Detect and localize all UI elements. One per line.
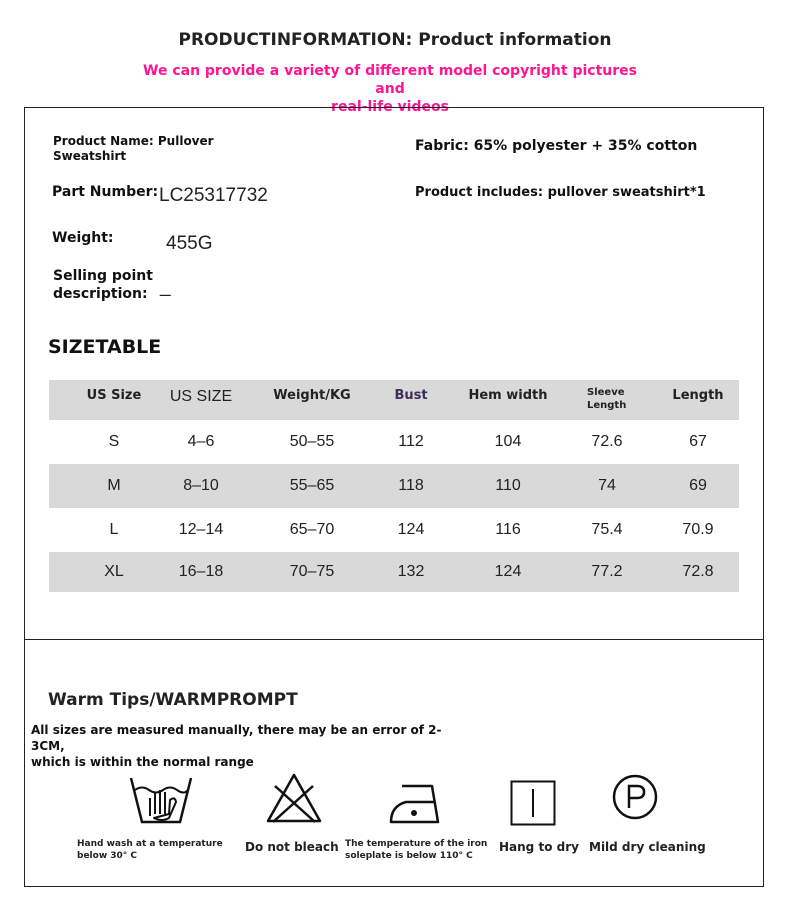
iron-line-1: The temperature of the iron — [345, 839, 488, 849]
warm-tips-title: Warm Tips/WARMPROMPT — [48, 690, 298, 710]
hand-wash-line-1: Hand wash at a temperature — [77, 839, 223, 849]
selling-point-value: _ — [160, 276, 171, 297]
header-hem-width: Hem width — [468, 388, 548, 403]
header-sleeve-line-1: Sleeve — [587, 387, 625, 398]
subtitle-line-1: We can provide a variety of different model copyright pictures and — [143, 63, 637, 97]
subtitle-line-2: real-life videos — [331, 99, 449, 115]
cell-us-size: S — [108, 433, 120, 450]
cell-us-size-numeric: 16–18 — [178, 563, 224, 580]
header-sleeve-line-2: Length — [587, 400, 627, 411]
header-bust: Bust — [394, 388, 428, 403]
cell-weight: 55–65 — [289, 477, 335, 494]
table-row — [49, 420, 739, 464]
cell-hem-width: 124 — [494, 563, 522, 580]
cell-us-size: M — [107, 477, 121, 494]
hand-wash-icon — [128, 772, 194, 828]
warm-tips-text — [31, 722, 471, 770]
fabric-info: Fabric: 65% polyester + 35% cotton — [415, 138, 698, 154]
cell-us-size-numeric: 8–10 — [183, 477, 219, 494]
cell-weight: 70–75 — [289, 563, 335, 580]
header-us-size-numeric: US SIZE — [169, 388, 233, 405]
hand-wash-line-2: below 30° C — [77, 851, 138, 861]
dry-clean-icon — [612, 774, 658, 820]
no-bleach-icon — [265, 772, 323, 824]
iron-caption — [345, 838, 487, 862]
cell-hem-width: 110 — [495, 477, 521, 494]
part-number-label: Part Number: — [52, 184, 159, 200]
product-name-line-2: Sweatshirt — [53, 149, 127, 163]
size-table — [49, 380, 739, 592]
selling-point-label — [53, 267, 153, 303]
hang-dry-caption: Hang to dry — [499, 840, 579, 854]
product-name-label — [53, 134, 214, 164]
table-row — [49, 508, 739, 552]
cell-us-size-numeric: 12–14 — [178, 521, 224, 538]
cell-sleeve-length: 72.6 — [591, 433, 623, 450]
table-row — [49, 552, 739, 592]
selling-label-line-1: Selling point — [53, 268, 153, 284]
cell-weight: 50–55 — [289, 433, 335, 450]
warm-text-line-1: All sizes are measured manually, there may be an error of 2-3CM, — [31, 723, 442, 753]
section-divider — [24, 639, 764, 640]
selling-label-line-2: description: — [53, 286, 148, 302]
cell-length: 70.9 — [682, 521, 714, 538]
cell-bust: 112 — [398, 433, 424, 450]
cell-hem-width: 104 — [494, 433, 522, 450]
header-weight: Weight/KG — [273, 388, 351, 403]
iron-line-2: soleplate is below 110° C — [345, 851, 473, 861]
dry-clean-caption: Mild dry cleaning — [589, 840, 706, 854]
cell-bust: 118 — [398, 477, 424, 494]
cell-weight: 65–70 — [289, 521, 335, 538]
cell-us-size: L — [109, 521, 119, 538]
cell-bust: 132 — [397, 563, 425, 580]
cell-length: 69 — [689, 477, 707, 494]
weight-label: Weight: — [52, 230, 114, 246]
cell-sleeve-length: 77.2 — [591, 563, 623, 580]
cell-length: 67 — [689, 433, 707, 450]
cell-length: 72.8 — [682, 563, 714, 580]
cell-hem-width: 116 — [495, 521, 521, 538]
page-title: PRODUCTINFORMATION: Product information — [178, 30, 612, 50]
table-header-row — [49, 380, 739, 420]
warm-text-line-2: which is within the normal range — [31, 755, 254, 769]
hand-wash-caption — [77, 838, 223, 862]
table-row — [49, 464, 739, 508]
cell-sleeve-length: 75.4 — [591, 521, 623, 538]
hang-dry-icon — [510, 780, 556, 826]
includes-info: Product includes: pullover sweatshirt*1 — [415, 185, 706, 200]
cell-us-size: XL — [104, 563, 124, 580]
weight-value: 455G — [166, 233, 213, 254]
cell-bust: 124 — [397, 521, 425, 538]
no-bleach-caption: Do not bleach — [245, 840, 339, 854]
header-us-size: US Size — [86, 388, 142, 403]
header-length: Length — [672, 388, 724, 403]
size-table-title: SIZETABLE — [48, 336, 162, 358]
cell-us-size-numeric: 4–6 — [187, 433, 215, 450]
product-name-line-1: Product Name: Pullover — [53, 134, 214, 148]
cell-sleeve-length: 74 — [598, 477, 616, 494]
part-number-value: LC25317732 — [159, 185, 268, 206]
iron-icon — [388, 782, 442, 826]
